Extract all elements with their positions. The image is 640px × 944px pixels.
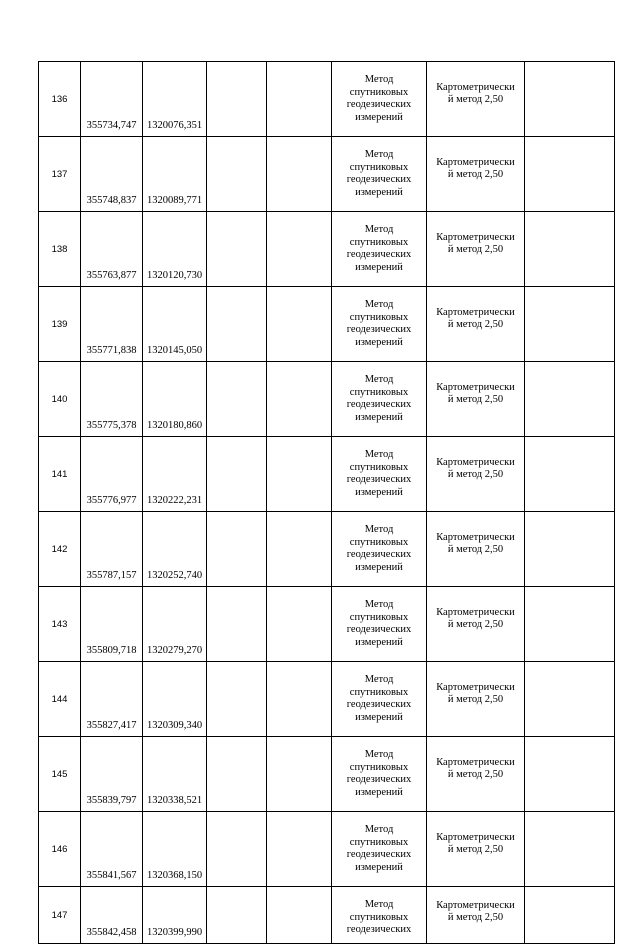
precision-line: й метод 2,50	[447, 94, 504, 105]
method-line: Метод	[364, 899, 394, 911]
empty-cell	[207, 812, 267, 887]
coordinates-table	[38, 61, 615, 944]
method-line: геодезических	[346, 774, 412, 785]
empty-cell	[207, 362, 267, 437]
method-line: геодезических	[346, 849, 412, 860]
precision-line: Картометрически	[436, 381, 515, 393]
method-line: геодезических	[346, 699, 412, 710]
precision-line: Картометрически	[436, 756, 515, 768]
method-line: Метод	[364, 449, 394, 460]
method-cell	[332, 812, 427, 887]
method-line: геодезических	[346, 324, 412, 335]
empty-cell	[267, 437, 332, 512]
precision-line: Картометрически	[436, 81, 515, 93]
coordinate-y-cell: 1320180,860	[143, 362, 207, 437]
precision-line: Картометрически	[436, 899, 515, 911]
coordinate-x-cell: 355841,567	[81, 812, 143, 887]
precision-cell	[427, 212, 525, 287]
method-line: спутниковых	[349, 461, 409, 473]
precision-cell	[427, 437, 525, 512]
method-line: спутниковых	[349, 761, 409, 773]
table-row	[39, 212, 615, 287]
precision-cell	[427, 137, 525, 212]
empty-cell	[525, 737, 615, 812]
table-row	[39, 437, 615, 512]
precision-line: й метод 2,50	[447, 169, 504, 180]
precision-line: й метод 2,50	[447, 619, 504, 630]
empty-cell	[525, 137, 615, 212]
method-cell	[332, 887, 427, 944]
precision-line: й метод 2,50	[447, 469, 504, 480]
method-cell	[332, 437, 427, 512]
method-line: Метод	[364, 749, 394, 760]
method-line: измерений	[355, 186, 403, 198]
precision-line: й метод 2,50	[447, 769, 504, 780]
precision-cell	[427, 287, 525, 362]
coordinate-y-cell: 1320279,270	[143, 587, 207, 662]
method-line: спутниковых	[349, 836, 409, 848]
precision-line: й метод 2,50	[447, 244, 504, 255]
method-line: Метод	[364, 374, 394, 385]
empty-cell	[525, 212, 615, 287]
precision-line: Картометрически	[436, 231, 515, 243]
empty-cell	[267, 587, 332, 662]
precision-cell	[427, 887, 525, 944]
empty-cell	[525, 812, 615, 887]
method-line: измерений	[355, 561, 403, 573]
empty-cell	[525, 662, 615, 737]
coordinate-x-cell: 355771,838	[81, 287, 143, 362]
method-cell	[332, 287, 427, 362]
empty-cell	[207, 737, 267, 812]
empty-cell	[525, 62, 615, 137]
method-line: геодезических	[346, 399, 412, 410]
coordinate-x-cell: 355842,458	[81, 887, 143, 944]
method-line: спутниковых	[349, 911, 409, 923]
table-body	[39, 62, 615, 944]
empty-cell	[267, 887, 332, 944]
method-cell	[332, 137, 427, 212]
precision-line: й метод 2,50	[447, 544, 504, 555]
empty-cell	[525, 437, 615, 512]
precision-line: й метод 2,50	[447, 394, 504, 405]
point-number-cell: 138	[39, 212, 81, 287]
table-row	[39, 662, 615, 737]
table-row	[39, 287, 615, 362]
method-line: Метод	[364, 149, 394, 160]
precision-line: й метод 2,50	[447, 319, 504, 330]
point-number-cell: 136	[39, 62, 81, 137]
method-line: измерений	[355, 111, 403, 123]
coordinate-x-cell: 355776,977	[81, 437, 143, 512]
table-row	[39, 587, 615, 662]
method-line: измерений	[355, 261, 403, 273]
method-line: спутниковых	[349, 311, 409, 323]
coordinate-y-cell: 1320368,150	[143, 812, 207, 887]
method-cell	[332, 587, 427, 662]
method-line: измерений	[355, 786, 403, 798]
coordinate-y-cell: 1320252,740	[143, 512, 207, 587]
empty-cell	[207, 287, 267, 362]
precision-line: й метод 2,50	[447, 844, 504, 855]
coordinate-x-cell: 355787,157	[81, 512, 143, 587]
empty-cell	[207, 662, 267, 737]
precision-line: Картометрически	[436, 531, 515, 543]
point-number-cell: 145	[39, 737, 81, 812]
table-row	[39, 137, 615, 212]
method-line: измерений	[355, 486, 403, 498]
table-row	[39, 737, 615, 812]
method-line: геодезических	[346, 249, 412, 260]
method-line: геодезических	[346, 549, 412, 560]
point-number-cell: 147	[39, 887, 81, 944]
method-line: геодезических	[346, 474, 412, 485]
precision-line: й метод 2,50	[447, 912, 504, 923]
method-line: спутниковых	[349, 686, 409, 698]
method-cell	[332, 512, 427, 587]
coordinate-y-cell: 1320120,730	[143, 212, 207, 287]
method-line: Метод	[364, 524, 394, 535]
coordinate-x-cell: 355839,797	[81, 737, 143, 812]
coordinate-x-cell: 355809,718	[81, 587, 143, 662]
method-line: геодезических	[346, 174, 412, 185]
method-line: измерений	[355, 861, 403, 873]
empty-cell	[207, 437, 267, 512]
coordinate-x-cell: 355763,877	[81, 212, 143, 287]
precision-cell	[427, 662, 525, 737]
table-row	[39, 812, 615, 887]
method-line: измерений	[355, 336, 403, 348]
precision-line: Картометрически	[436, 606, 515, 618]
method-line: спутниковых	[349, 536, 409, 548]
empty-cell	[525, 512, 615, 587]
precision-line: й метод 2,50	[447, 694, 504, 705]
empty-cell	[207, 212, 267, 287]
empty-cell	[267, 737, 332, 812]
precision-line: Картометрически	[436, 831, 515, 843]
method-line: геодезических	[346, 624, 412, 635]
empty-cell	[525, 287, 615, 362]
point-number-cell: 139	[39, 287, 81, 362]
point-number-cell: 146	[39, 812, 81, 887]
method-cell	[332, 662, 427, 737]
empty-cell	[267, 62, 332, 137]
method-line: Метод	[364, 599, 394, 610]
empty-cell	[267, 287, 332, 362]
precision-cell	[427, 812, 525, 887]
precision-cell	[427, 62, 525, 137]
method-line: Метод	[364, 74, 394, 85]
precision-line: Картометрически	[436, 156, 515, 168]
empty-cell	[267, 212, 332, 287]
point-number-cell: 137	[39, 137, 81, 212]
coordinate-y-cell: 1320222,231	[143, 437, 207, 512]
empty-cell	[267, 512, 332, 587]
method-line: спутниковых	[349, 161, 409, 173]
table-row	[39, 887, 615, 944]
point-number-cell: 140	[39, 362, 81, 437]
coordinate-y-cell: 1320399,990	[143, 887, 207, 944]
coordinate-y-cell: 1320089,771	[143, 137, 207, 212]
table-row	[39, 362, 615, 437]
coordinate-x-cell: 355748,837	[81, 137, 143, 212]
point-number-cell: 141	[39, 437, 81, 512]
point-number-cell: 142	[39, 512, 81, 587]
method-line: измерений	[355, 636, 403, 648]
table-row	[39, 512, 615, 587]
coordinate-x-cell: 355775,378	[81, 362, 143, 437]
precision-line: Картометрически	[436, 681, 515, 693]
empty-cell	[207, 512, 267, 587]
precision-line: Картометрически	[436, 456, 515, 468]
coordinate-y-cell: 1320145,050	[143, 287, 207, 362]
method-cell	[332, 62, 427, 137]
method-line: Метод	[364, 674, 394, 685]
method-line: спутниковых	[349, 386, 409, 398]
empty-cell	[267, 662, 332, 737]
method-line: измерений	[355, 411, 403, 423]
precision-cell	[427, 587, 525, 662]
method-line: геодезических	[346, 99, 412, 110]
method-line: спутниковых	[349, 236, 409, 248]
coordinate-y-cell: 1320076,351	[143, 62, 207, 137]
precision-cell	[427, 737, 525, 812]
coordinate-y-cell: 1320309,340	[143, 662, 207, 737]
empty-cell	[525, 887, 615, 944]
coordinate-x-cell: 355734,747	[81, 62, 143, 137]
precision-line: Картометрически	[436, 306, 515, 318]
point-number-cell: 143	[39, 587, 81, 662]
method-cell	[332, 737, 427, 812]
coordinate-y-cell: 1320338,521	[143, 737, 207, 812]
empty-cell	[267, 362, 332, 437]
method-cell	[332, 212, 427, 287]
method-line: спутниковых	[349, 611, 409, 623]
method-line: Метод	[364, 824, 394, 835]
method-cell	[332, 362, 427, 437]
point-number-cell: 144	[39, 662, 81, 737]
empty-cell	[207, 62, 267, 137]
empty-cell	[207, 887, 267, 944]
table-row	[39, 62, 615, 137]
empty-cell	[207, 587, 267, 662]
coordinate-x-cell: 355827,417	[81, 662, 143, 737]
method-line: Метод	[364, 224, 394, 235]
method-line: измерений	[355, 711, 403, 723]
empty-cell	[525, 362, 615, 437]
precision-cell	[427, 362, 525, 437]
method-line: Метод	[364, 299, 394, 310]
empty-cell	[525, 587, 615, 662]
method-line: спутниковых	[349, 86, 409, 98]
empty-cell	[207, 137, 267, 212]
precision-cell	[427, 512, 525, 587]
empty-cell	[267, 812, 332, 887]
method-line: геодезических	[346, 924, 412, 936]
empty-cell	[267, 137, 332, 212]
